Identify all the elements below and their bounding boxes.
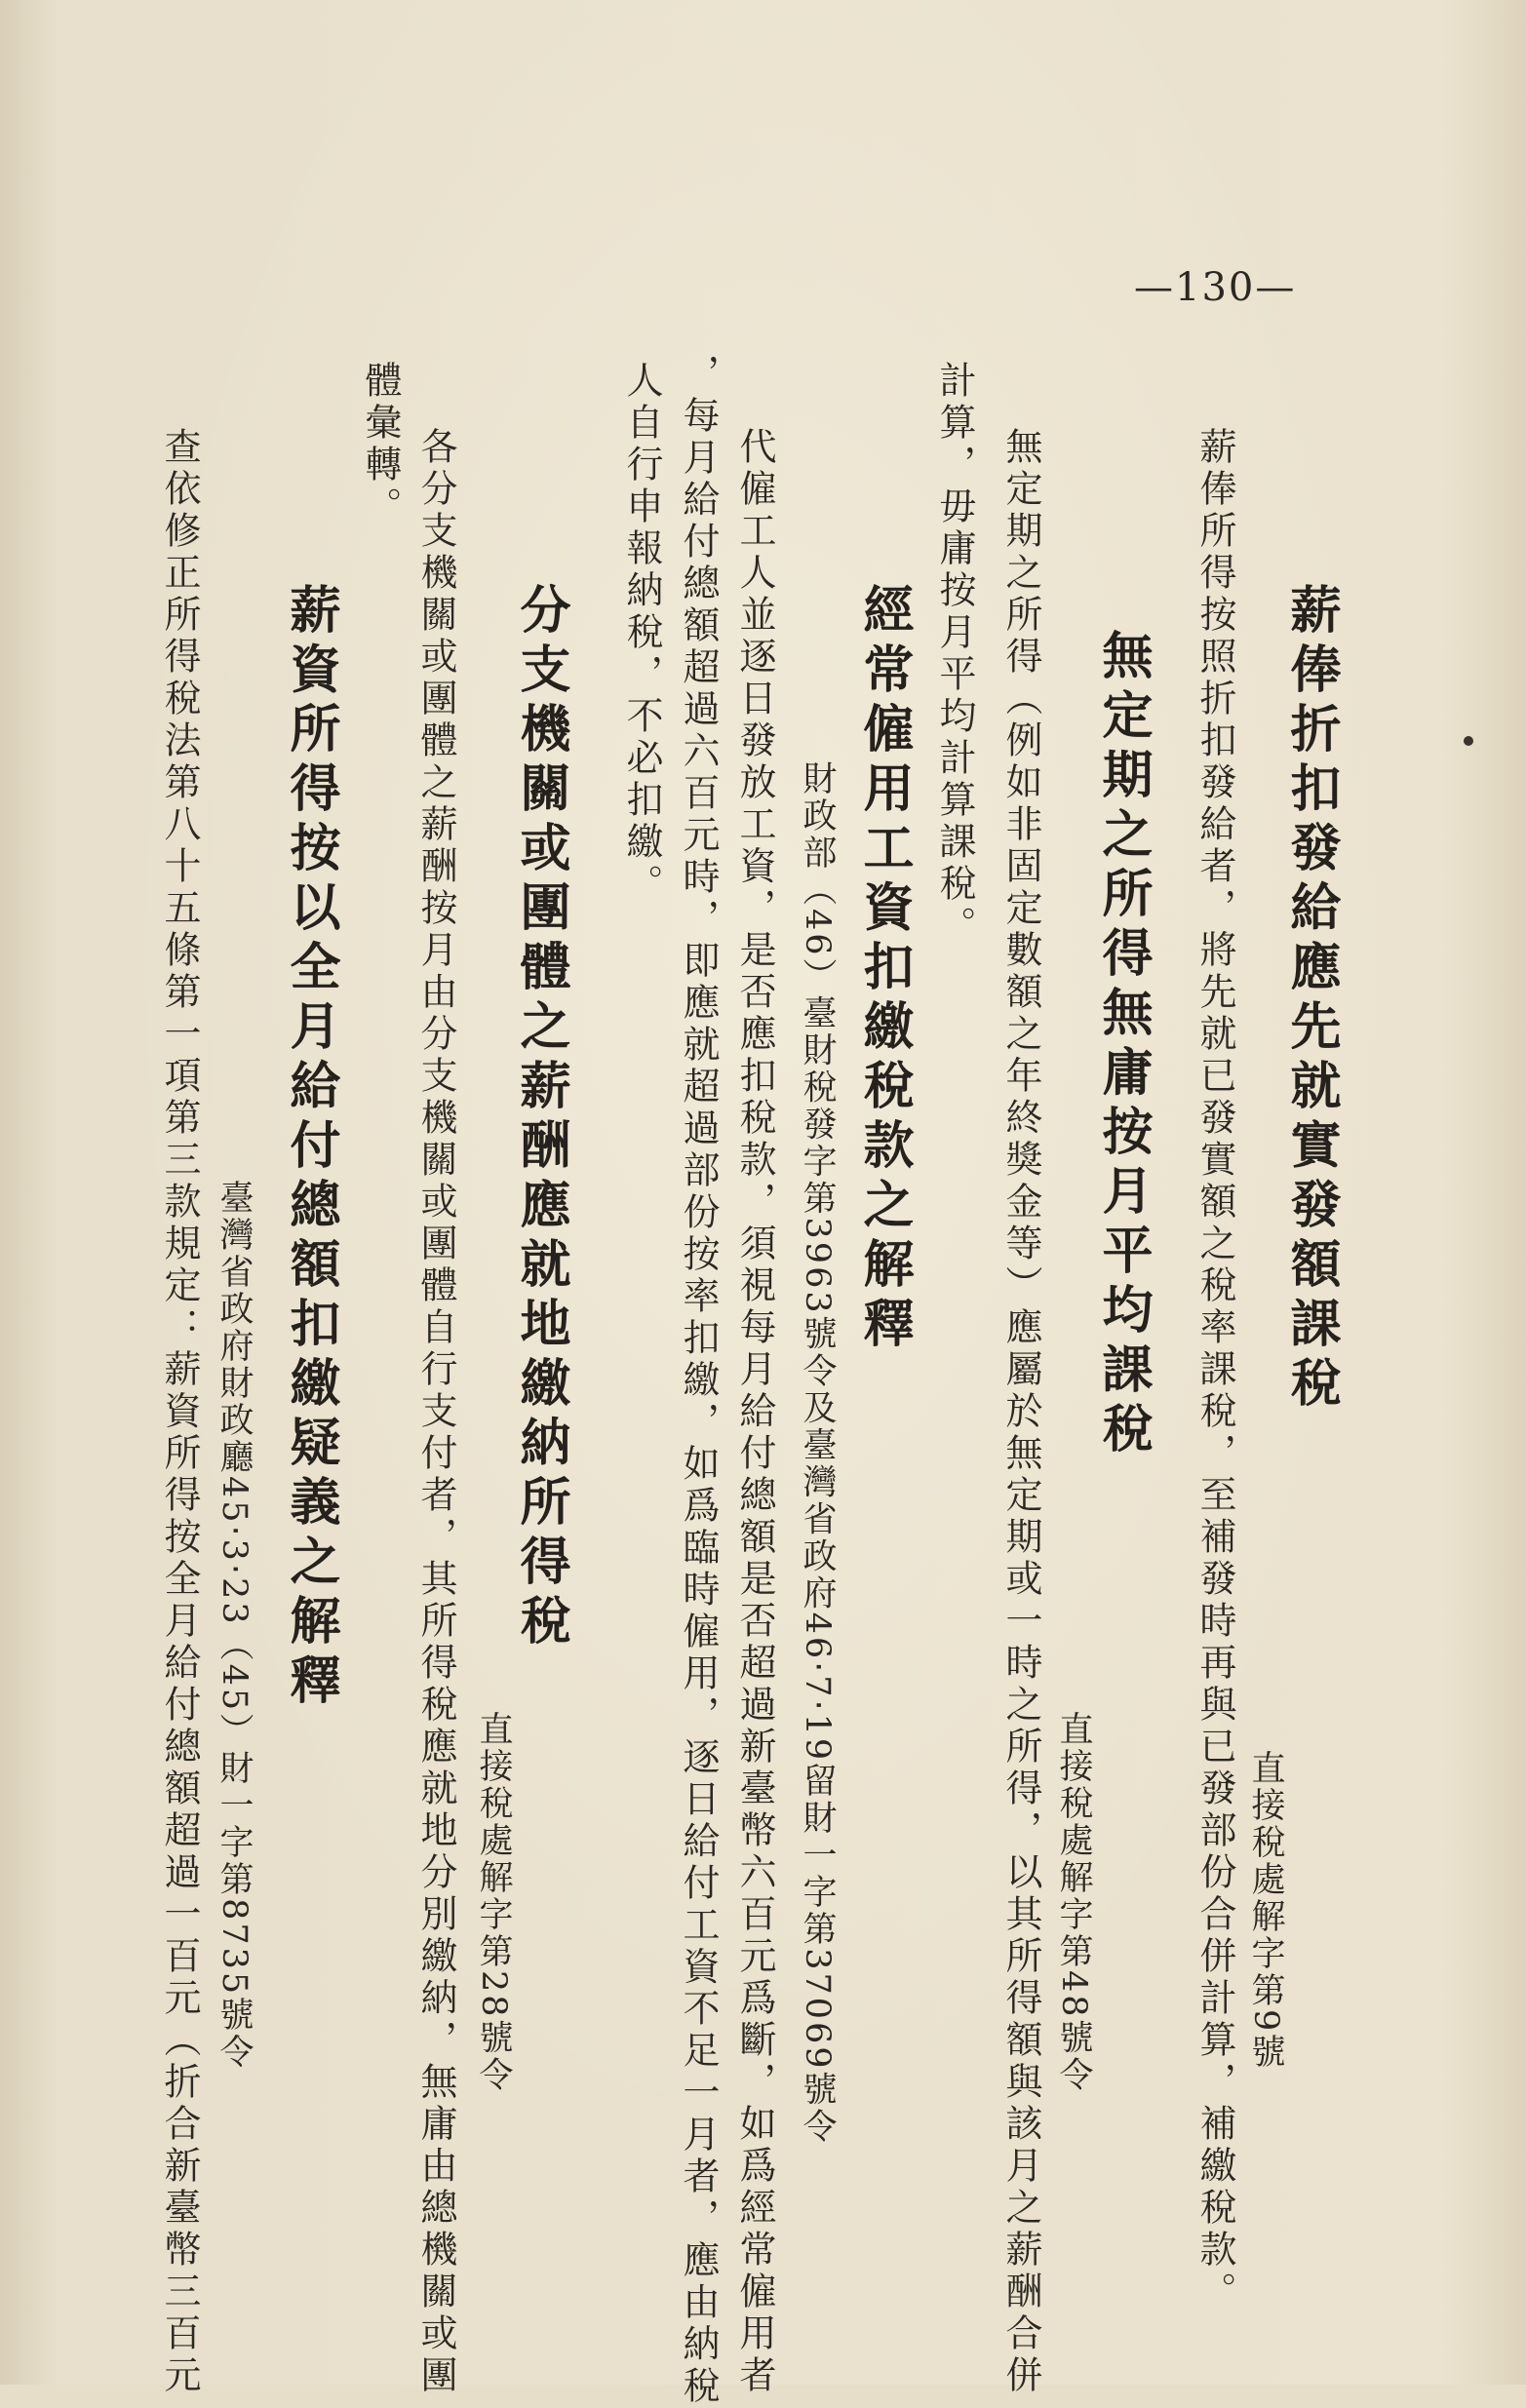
section-2-body-line-1: 無定期之所得（例如非固定數額之年終獎金等）應屬於無定期或一時之所得，以其所得額與該月之薪酬合併	[999, 427, 1042, 2397]
section-4-source: 直接稅處解字第28號令	[474, 1711, 513, 2094]
section-1-source: 直接稅處解字第9號	[1246, 1750, 1285, 2072]
section-5-source: 臺灣省政府財政廳45‧3‧23（45）財一字第8735號令	[215, 1180, 254, 2072]
section-1-title: 薪俸折扣發給應先就實發額課稅	[1281, 583, 1341, 1416]
section-5-title: 薪資所得按以全月給付總額扣繳疑義之解釋	[281, 583, 340, 1713]
section-5-body-line-1: 查依修正所得稅法第八十五條第一項第三款規定：薪資所得按全月給付總額超過一百元（折合新臺幣三百元	[158, 427, 201, 2397]
section-4-title: 分支機關或團體之薪酬應就地繳納所得稅	[511, 583, 570, 1653]
section-2-body-line-2: 計算，毋庸按月平均計算課稅。	[933, 361, 976, 948]
section-3-body-line-3: 人自行申報納稅，不必扣繳。	[620, 361, 663, 906]
section-3-body-line-1: 代僱工人並逐日發放工資，是否應扣稅款，須視每月給付總額是否超過新臺幣六百元爲斷，如爲經常僱用者	[733, 427, 776, 2397]
section-3-source: 財政部（46）臺財稅發字第3963號令及臺灣省政府46‧7‧19留財一字第37069號令	[798, 760, 837, 2146]
section-4-body-line-1: 各分支機關或團體之薪酬按月由分支機關或團體自行支付者，其所得稅應就地分別繳納，無庸由總機關或團	[414, 427, 457, 2397]
section-1-body-line-1: 薪俸所得按照折扣發給者，將先就已發實額之稅率課稅，至補發時再與已發部份合併計算，補繳稅款。	[1193, 427, 1236, 2313]
section-4-body-line-2: 體彙轉。	[359, 361, 402, 528]
page-number: —130—	[1134, 265, 1297, 310]
section-3-title: 經常僱用工資扣繳稅款之解釋	[854, 583, 914, 1356]
section-3-body-line-2: ，每月給付總額超過六百元時，即應就超過部份按率扣繳，如爲臨時僱用，逐日給付工資不足一月者，應由納稅	[677, 354, 720, 2408]
section-2-source: 直接稅處解字第48號令	[1054, 1711, 1093, 2094]
section-2-title: 無定期之所得無庸按月平均課稅	[1093, 629, 1153, 1461]
ink-dot	[1464, 736, 1473, 746]
